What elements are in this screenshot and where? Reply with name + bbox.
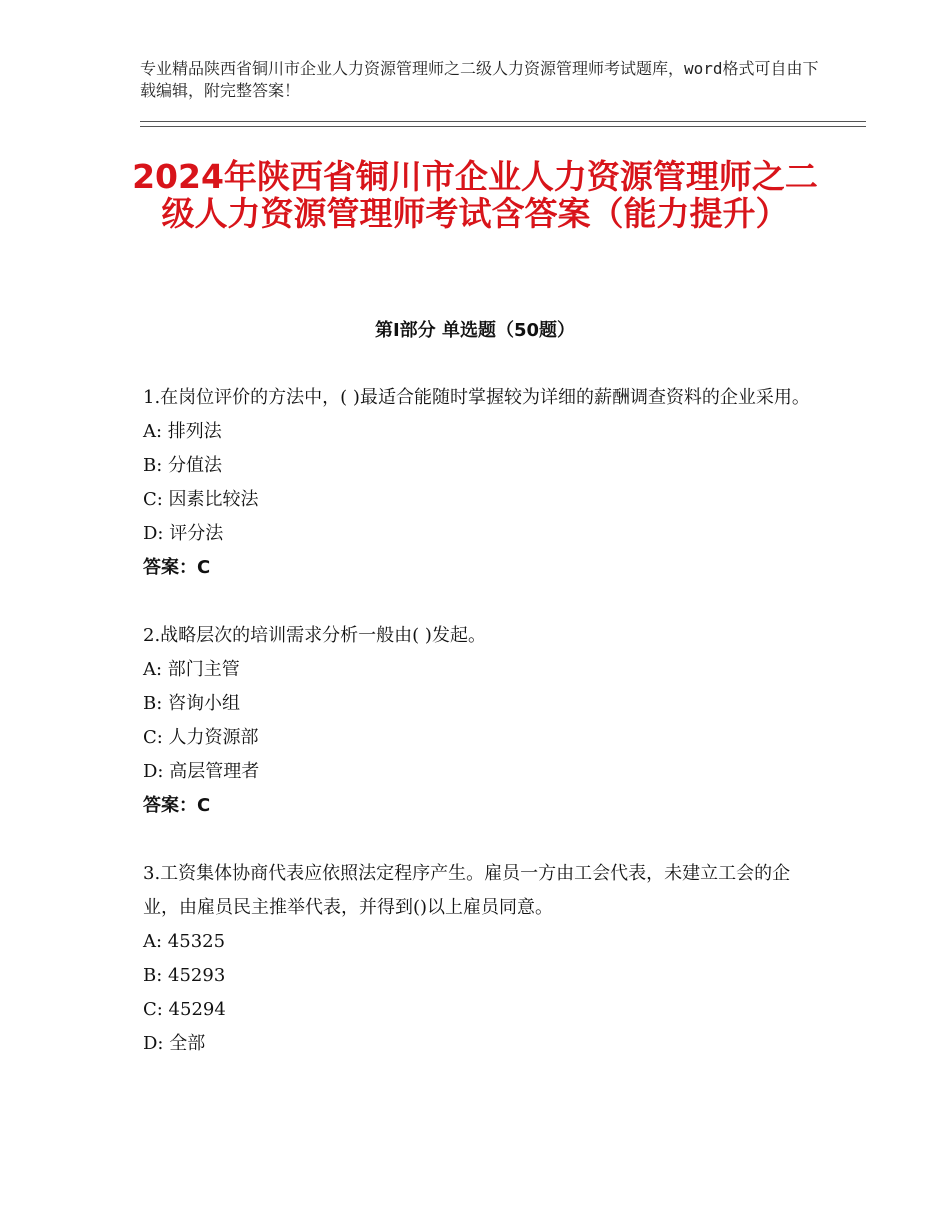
header-note: 专业精品陕西省铜川市企业人力资源管理师之二级人力资源管理师考试题库，word格式可自由下载编辑，附完整答案！ — [140, 59, 819, 100]
question-stem: 1.在岗位评价的方法中，( )最适合能随时掌握较为详细的薪酬调查资料的企业采用。 — [143, 387, 810, 408]
question-stem: 2.战略层次的培训需求分析一般由( )发起。 — [143, 625, 486, 646]
answer: 答案：C — [143, 795, 211, 816]
option-a: A: 部门主管 — [143, 659, 240, 680]
option-c: C: 人力资源部 — [143, 727, 259, 748]
question-1 — [143, 381, 823, 585]
document-title: 2024年陕西省铜川市企业人力资源管理师之二级人力资源管理师考试含答案（能力提升） — [132, 157, 818, 233]
header-divider — [140, 121, 866, 127]
option-c: C: 45294 — [143, 999, 226, 1020]
answer: 答案：C — [143, 557, 211, 578]
question-stem: 3.工资集体协商代表应依照法定程序产生。雇员一方由工会代表，未建立工会的企业，由雇员民主推举代表，并得到()以上雇员同意。 — [143, 863, 791, 918]
option-b: B: 45293 — [143, 965, 226, 986]
question-2 — [143, 619, 823, 823]
option-a: A: 排列法 — [143, 421, 222, 442]
option-c: C: 因素比较法 — [143, 489, 259, 510]
question-3 — [143, 857, 823, 1061]
option-a: A: 45325 — [143, 931, 226, 952]
option-d: D: 高层管理者 — [143, 761, 260, 782]
option-b: B: 分值法 — [143, 455, 223, 476]
question-list — [143, 381, 823, 1095]
option-d: D: 评分法 — [143, 523, 224, 544]
option-b: B: 咨询小组 — [143, 693, 241, 714]
section-title: 第Ⅰ部分 单选题（50题） — [374, 320, 575, 341]
option-d: D: 全部 — [143, 1033, 206, 1054]
